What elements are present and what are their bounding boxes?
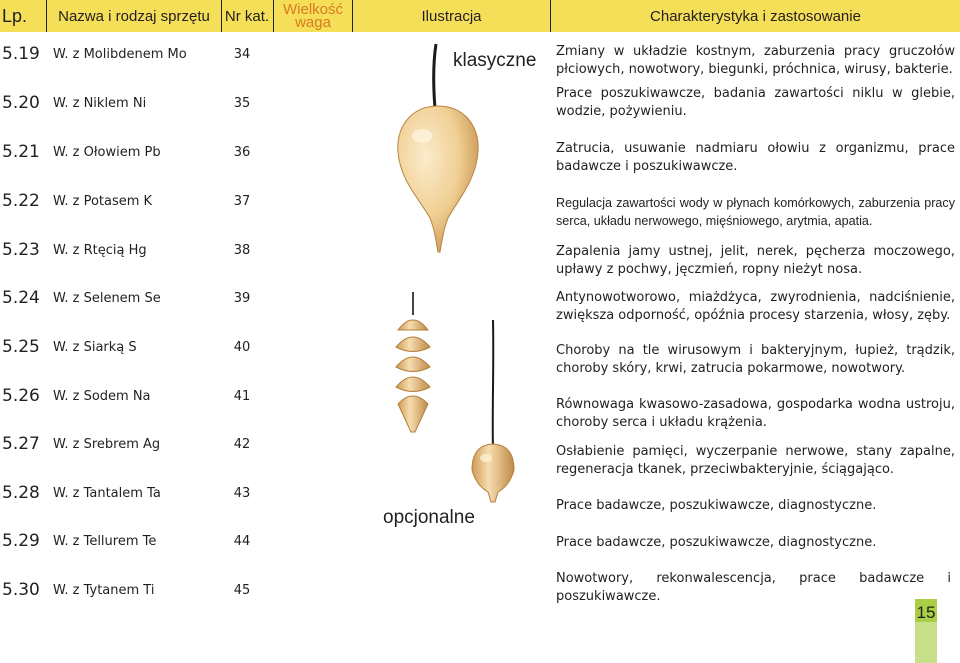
header-lp: Lp. (2, 5, 28, 26)
row-description: Prace poszukiwawcze, badania zawartości niklu w glebie, wodzie, pożywieniu. (556, 86, 955, 119)
row-catalog-number: 36 (233, 145, 251, 160)
row-description: Antynowotworowo, miażdżyca, zwyrodnienia, nadciśnienie, zwiększa odporność, opóźnia procesy starzenia, włosy, zęby. (556, 290, 955, 323)
page-number: 15 (916, 603, 936, 622)
row-name: W. z Ołowiem Pb (53, 145, 161, 160)
row-catalog-number: 41 (233, 389, 251, 404)
row-catalog-number: 40 (233, 340, 251, 355)
row-catalog-number: 45 (233, 583, 251, 598)
row-catalog-number: 34 (233, 47, 251, 62)
row-description: Regulacja zawartości wody w płynach komórkowych, zaburzenia pracy serca, układu nerwowego, mięśniowego, arytmia, apatia. (556, 196, 955, 228)
row-number: 5.19 (2, 44, 40, 64)
row-name: W. z Selenem Se (53, 291, 161, 306)
row-description: Zmiany w układzie kostnym, zaburzenia pracy gruczołów płciowych, nowotwory, biegunki, próchnica, wirusy, bakterie. (556, 44, 955, 77)
row-name: W. z Srebrem Ag (53, 437, 161, 452)
row-catalog-number: 42 (233, 437, 251, 452)
label-optional: opcjonalne (383, 507, 475, 528)
row-description: Zatrucia, usuwanie nadmiaru ołowiu z organizmu, prace badawcze i poszukiwawcze. (556, 141, 955, 174)
header-cat: Nr kat. (224, 7, 270, 25)
row-number: 5.26 (2, 386, 40, 406)
header-size-line2: waga (295, 14, 331, 31)
row-description: Choroby na tle wirusowym i bakteryjnym, łupież, trądzik, choroby skóry, krwi, zatrucia pokarmowe, nowotwory. (556, 343, 955, 376)
row-number: 5.20 (2, 93, 40, 113)
row-number: 5.24 (2, 288, 40, 308)
row-name: W. z Molibdenem Mo (53, 47, 187, 62)
row-catalog-number: 44 (233, 534, 251, 549)
header-characteristics: Charakterystyka i zastosowanie (650, 7, 861, 25)
row-catalog-number: 35 (233, 96, 251, 111)
row-description: Prace badawcze, poszukiwawcze, diagnostyczne. (556, 535, 877, 550)
row-name: W. z Siarką S (53, 340, 137, 355)
header-size (274, 0, 352, 32)
row-name: W. z Niklem Ni (53, 96, 147, 111)
classic-pendulum (398, 44, 478, 252)
row-catalog-number: 43 (233, 486, 251, 501)
row-number: 5.27 (2, 434, 40, 454)
row-description: Prace badawcze, poszukiwawcze, diagnostyczne. (556, 498, 877, 513)
pendulum-illustrations (360, 40, 555, 600)
row-number: 5.22 (2, 191, 40, 211)
row-description: Zapalenia jamy ustnej, jelit, nerek, pęcherza moczowego, upławy z pochwy, jęczmień, ropny nieżyt nosa. (556, 244, 955, 277)
row-number: 5.28 (2, 483, 40, 503)
row-name: W. z Rtęcią Hg (53, 243, 147, 258)
row-name: W. z Tytanem Ti (53, 583, 155, 598)
row-catalog-number: 39 (233, 291, 251, 306)
row-name: W. z Tellurem Te (53, 534, 157, 549)
row-catalog-number: 37 (233, 194, 251, 209)
header-illustration: Ilustracja (421, 7, 482, 25)
row-catalog-number: 38 (233, 243, 251, 258)
row-description: Osłabienie pamięci, wyczerpanie nerwowe, stany zapalne, regeneracja tkanek, przeciwbakteryjnie, ściągająco. (556, 444, 955, 477)
stacked-pendulum (396, 292, 430, 432)
small-pendulum (472, 320, 514, 502)
row-description: Nowotwory, rekonwalescencja, prace badawcze i poszukiwawcze. (556, 571, 951, 604)
row-description: Równowaga kwasowo-zasadowa, gospodarka wodna ustroju, choroby serca i układu krążenia. (556, 397, 955, 430)
row-number: 5.25 (2, 337, 40, 357)
label-classic: klasyczne (453, 50, 537, 71)
row-number: 5.29 (2, 531, 40, 551)
row-number: 5.21 (2, 142, 40, 162)
header-name: Nazwa i rodzaj sprzętu (58, 7, 210, 25)
row-name: W. z Tantalem Ta (53, 486, 161, 501)
row-name: W. z Potasem K (53, 194, 153, 209)
page-tab-strip (915, 621, 937, 663)
row-name: W. z Sodem Na (53, 389, 151, 404)
header-size-line1: Wielkość (282, 1, 343, 18)
row-number: 5.30 (2, 580, 40, 600)
row-number: 5.23 (2, 240, 40, 260)
